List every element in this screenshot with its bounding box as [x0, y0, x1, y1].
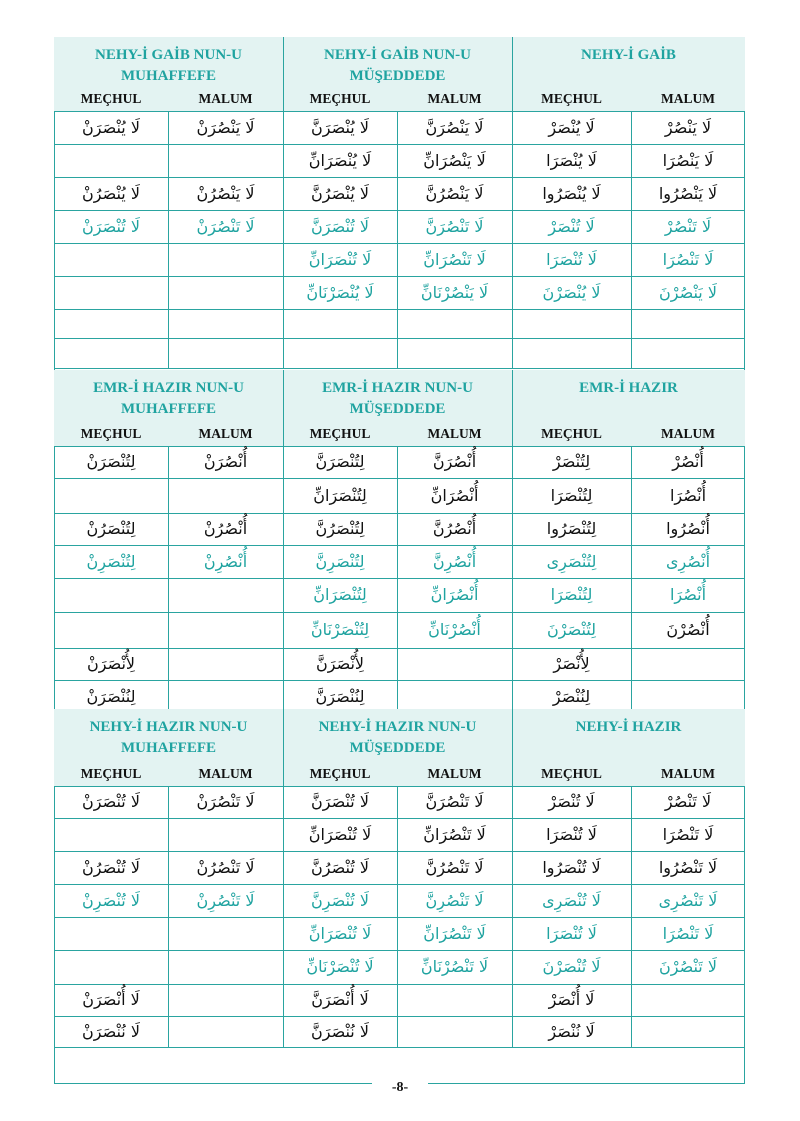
conjugation-cell: لَا تَنْصُرَنْ — [196, 216, 255, 236]
mechul-label: MEÇHUL — [80, 766, 142, 781]
group-title-line: NEHY-İ HAZIR NUN-U — [318, 719, 477, 735]
conjugation-cell: لَا تُنْصَرَانِّ — [308, 824, 372, 844]
conjugation-cell: أُنْصُرَنَّ — [432, 452, 477, 471]
group-title-line: MUHAFFEFE — [121, 68, 216, 84]
conjugation-cell: لَا يُنْصَرَانِّ — [308, 150, 372, 170]
conjugation-cell: لَا يَنْصُرُوا — [658, 183, 718, 203]
conjugation-cell: لَا تَنْصُرِى — [658, 890, 718, 910]
conjugation-cell: لَا يَنْصُرْنَ — [659, 282, 717, 302]
conjugation-cell: أُنْصُرِى — [665, 551, 711, 571]
conjugation-cell: لِنُنْصَرَنَّ — [315, 686, 365, 706]
conjugation-cell: لَا تَنْصُرَانِّ — [423, 923, 486, 943]
conjugation-cell: لَا يَنْصُرْنَانِّ — [420, 282, 489, 302]
conjugation-cell: لَا تُنْصَرَنَّ — [311, 792, 369, 811]
conjugation-cell: لِتُنْصَرُنْ — [86, 519, 136, 538]
malum-label: MALUM — [198, 91, 253, 106]
conjugation-cell: أُنْصُرْنَ — [666, 620, 710, 639]
conjugation-cell: لَا تُنْصَرَا — [546, 824, 597, 844]
conjugation-cell: لِتُنْصَرَانِّ — [313, 485, 367, 505]
conjugation-cell: لِتُنْصَرِنَّ — [315, 551, 365, 571]
group-divider — [512, 709, 513, 1047]
mechul-label: MEÇHUL — [541, 91, 602, 106]
conjugation-cell: لِنُنْصَرَنْ — [86, 686, 136, 706]
conjugation-cell: لَا تَنْصُرْ — [664, 792, 712, 811]
conjugation-cell: لِتُنْصَرَانِّ — [313, 585, 367, 604]
malum-label: MALUM — [198, 426, 253, 441]
conjugation-cell: لَا يُنْصَرَنْ — [82, 117, 140, 137]
conjugation-cell: أُنْصُرَا — [669, 485, 707, 505]
malum-label: MALUM — [198, 766, 253, 781]
conjugation-cell — [168, 579, 283, 611]
conjugation-cell: لَا يُنْصَرَنَّ — [311, 117, 369, 137]
conjugation-cell: لَا تُنْصَرِى — [542, 890, 601, 910]
conjugation-cell — [168, 681, 283, 713]
malum-label: MALUM — [427, 766, 482, 781]
conjugation-cell: لَا تُنْصَرَا — [546, 249, 597, 269]
group-title — [512, 45, 745, 66]
conjugation-cell — [397, 337, 512, 369]
conjugation-cell — [631, 1016, 745, 1048]
conjugation-cell: لَا تَنْصُرُوا — [658, 857, 718, 877]
conjugation-cell: لَا تُنْصَرُنْ — [82, 857, 140, 877]
conjugation-cell: أُنْصُرِنْ — [203, 551, 248, 571]
conjugation-cell — [283, 308, 397, 340]
group-title-line: MÜŞEDDEDE — [349, 401, 446, 417]
conjugation-cell: أُنْصُرِنَّ — [432, 551, 477, 571]
conjugation-cell: لَا تَنْصُرَنَّ — [425, 792, 484, 811]
group-divider — [512, 370, 513, 713]
group-title-line: MÜŞEDDEDE — [349, 740, 446, 756]
conjugation-cell — [512, 308, 631, 340]
malum-label: MALUM — [427, 91, 482, 106]
conjugation-cell: لِنُنْصَرْ — [552, 686, 591, 706]
group-title — [512, 717, 745, 738]
conjugation-cell: لَا يُنْصَرَا — [546, 150, 597, 170]
conjugation-cell: لَا تُنْصَرُوا — [542, 857, 601, 877]
conjugation-cell: لَا تُنْصَرْنَ — [542, 957, 601, 976]
conjugation-cell: لَا تَنْصُرَنْ — [196, 792, 255, 811]
conjugation-cell — [168, 918, 283, 950]
conjugation-cell: لَا تُنْصَرِنَّ — [311, 890, 369, 910]
conjugation-cell: لِتُنْصَرَنَّ — [315, 452, 365, 471]
conjugation-cell: لَا يَنْصُرَنَّ — [425, 117, 484, 137]
conjugation-cell: أُنْصُرَا — [669, 585, 707, 604]
conjugation-cell: لَا تَنْصُرُنَّ — [425, 857, 484, 877]
conjugation-cell: أُنْصُرْنَانِّ — [428, 620, 481, 639]
conjugation-cell: لَا تُنْصَرَانِّ — [308, 923, 372, 943]
conjugation-cell — [397, 308, 512, 340]
malum-label: MALUM — [661, 766, 715, 781]
conjugation-cell: لَا يَنْصُرُنْ — [196, 183, 255, 203]
conjugation-cell: لَا يُنْصَرُوا — [542, 183, 601, 203]
conjugation-cell — [168, 244, 283, 276]
conjugation-cell: لَا تُنْصَرَنْ — [82, 216, 140, 236]
conjugation-cell: لَا تُنْصَرُنَّ — [311, 857, 369, 877]
conjugation-cell — [54, 819, 168, 851]
mechul-label: MEÇHUL — [309, 426, 371, 441]
group-divider — [283, 37, 284, 368]
conjugation-cell — [168, 984, 283, 1016]
conjugation-cell: لَا أُنْصَرَنَّ — [311, 990, 369, 1009]
group-title — [54, 378, 283, 420]
row-divider — [54, 368, 745, 369]
conjugation-cell: لِتُنْصَرْنَ — [547, 620, 596, 639]
conjugation-cell — [168, 1016, 283, 1048]
column-divider — [168, 786, 169, 1047]
conjugation-cell — [283, 337, 397, 369]
conjugation-cell: لِأُنْصَرَنْ — [86, 654, 136, 673]
conjugation-cell: لَا تَنْصُرِنْ — [196, 890, 255, 910]
conjugation-cell: لَا تَنْصُرْنَانِّ — [420, 957, 489, 976]
row-divider — [54, 612, 745, 613]
mechul-label: MEÇHUL — [309, 91, 371, 106]
group-title-line: EMR-İ HAZIR — [579, 380, 678, 396]
conjugation-cell: لِتُنْصَرَا — [550, 585, 593, 604]
malum-label: MALUM — [661, 426, 715, 441]
group-title-line: NEHY-İ GAİB NUN-U — [324, 47, 471, 63]
column-divider — [631, 111, 632, 368]
mechul-label: MEÇHUL — [80, 91, 142, 106]
mechul-label: MEÇHUL — [80, 426, 142, 441]
conjugation-cell: لَا أُنْصَرْ — [548, 990, 595, 1009]
conjugation-cell: لَا تُنْصَرْنَانِّ — [306, 957, 374, 976]
conjugation-cell: أُنْصُرُوا — [666, 519, 710, 538]
conjugation-cell — [168, 277, 283, 309]
conjugation-cell: لَا نُنْصَرَنْ — [82, 1021, 140, 1041]
group-divider — [283, 370, 284, 713]
group-title — [283, 45, 512, 87]
conjugation-cell — [54, 244, 168, 276]
column-divider — [631, 446, 632, 713]
conjugation-cell: لَا تُنْصَرْ — [548, 216, 595, 236]
group-title-line: EMR-İ HAZIR NUN-U — [93, 380, 244, 396]
group-title-line: NEHY-İ HAZIR — [575, 719, 682, 735]
conjugation-cell: لَا تَنْصُرَا — [662, 249, 714, 269]
page-number: -8- — [372, 1078, 428, 1098]
conjugation-cell: لَا تَنْصُرَنَّ — [425, 216, 484, 236]
conjugation-cell: لَا يَنْصُرَانِّ — [423, 150, 486, 170]
conjugation-cell: لِتُنْصَرَنْ — [86, 452, 136, 471]
conjugation-cell: لَا يَنْصُرُنَّ — [425, 183, 484, 203]
malum-label: MALUM — [661, 91, 715, 106]
group-title — [54, 717, 283, 759]
conjugation-cell: أُنْصُرَانِّ — [430, 585, 479, 604]
conjugation-cell: لَا يُنْصَرُنَّ — [311, 183, 369, 203]
mechul-label: MEÇHUL — [541, 426, 602, 441]
mechul-label: MEÇHUL — [309, 766, 371, 781]
conjugation-cell — [168, 480, 283, 512]
conjugation-cell: لَا تَنْصُرَا — [662, 923, 714, 943]
column-divider — [168, 446, 169, 713]
conjugation-cell: أُنْصُرَانِّ — [430, 485, 479, 505]
conjugation-cell: لَا تُنْصَرِنْ — [82, 890, 140, 910]
conjugation-cell — [168, 819, 283, 851]
group-title-line: NEHY-İ GAİB NUN-U — [95, 47, 242, 63]
conjugation-cell — [168, 337, 283, 369]
column-divider — [397, 111, 398, 368]
group-divider — [283, 709, 284, 1047]
conjugation-cell: لَا يُنْصَرْنَانِّ — [306, 282, 374, 302]
conjugation-cell — [397, 984, 512, 1016]
conjugation-cell: لِأُنْصَرْ — [553, 654, 590, 673]
group-title — [283, 378, 512, 420]
conjugation-cell: لِأُنْصَرَنَّ — [315, 654, 365, 673]
conjugation-cell — [168, 951, 283, 983]
conjugation-cell: أُنْصُرُنَّ — [432, 519, 477, 538]
conjugation-cell — [54, 337, 168, 369]
conjugation-cell — [397, 681, 512, 713]
conjugation-cell: لِتُنْصَرَا — [550, 485, 593, 505]
group-divider — [512, 37, 513, 368]
conjugation-cell: لِتُنْصَرِى — [546, 551, 597, 571]
conjugation-cell — [54, 951, 168, 983]
group-title-line: NEHY-İ GAİB — [581, 47, 676, 63]
conjugation-cell: لَا نُنْصَرْ — [548, 1021, 595, 1041]
conjugation-cell — [54, 145, 168, 177]
column-divider — [397, 786, 398, 1047]
row-divider — [54, 1047, 745, 1048]
column-divider — [168, 111, 169, 368]
group-title-line: MUHAFFEFE — [121, 740, 216, 756]
conjugation-cell: لَا تَنْصُرَا — [662, 824, 714, 844]
conjugation-cell: لَا تُنْصَرَنَّ — [311, 216, 369, 236]
conjugation-cell: لَا يَنْصُرْ — [664, 117, 712, 137]
conjugation-cell: أُنْصُرْ — [672, 452, 704, 471]
conjugation-cell: لَا تُنْصَرَانِّ — [308, 249, 372, 269]
conjugation-cell — [54, 277, 168, 309]
conjugation-cell — [168, 614, 283, 646]
conjugation-cell: لِتُنْصَرُنَّ — [315, 519, 365, 538]
conjugation-cell: لِتُنْصَرِنْ — [86, 551, 136, 571]
conjugation-cell: لَا أُنْصَرَنْ — [82, 990, 140, 1009]
mechul-label: MEÇHUL — [541, 766, 602, 781]
group-title — [54, 45, 283, 87]
conjugation-cell: لَا تُنْصَرَنْ — [82, 792, 140, 811]
conjugation-cell: لَا تُنْصَرْ — [548, 792, 595, 811]
conjugation-cell — [397, 648, 512, 680]
conjugation-cell — [512, 337, 631, 369]
malum-label: MALUM — [427, 426, 482, 441]
conjugation-cell: لَا يُنْصَرْنَ — [542, 282, 601, 302]
conjugation-cell: لَا تُنْصَرَا — [546, 923, 597, 943]
group-title-line: MUHAFFEFE — [121, 401, 216, 417]
conjugation-cell — [631, 648, 745, 680]
conjugation-cell: لَا تَنْصُرِنَّ — [425, 890, 484, 910]
group-title — [512, 378, 745, 399]
conjugation-cell: لَا يَنْصُرَنْ — [196, 117, 255, 137]
group-title-line: EMR-İ HAZIR NUN-U — [322, 380, 473, 396]
column-divider — [631, 786, 632, 1047]
group-title-line: MÜŞEDDEDE — [349, 68, 446, 84]
conjugation-cell: لَا تَنْصُرْ — [664, 216, 712, 236]
conjugation-cell — [168, 308, 283, 340]
conjugation-cell: لَا يَنْصُرَا — [662, 150, 714, 170]
conjugation-cell: أُنْصُرُنْ — [203, 519, 248, 538]
conjugation-cell — [631, 681, 745, 713]
conjugation-cell: لَا تَنْصُرُنْ — [196, 857, 255, 877]
conjugation-cell: لَا تَنْصُرْنَ — [659, 957, 717, 976]
conjugation-cell: لَا يُنْصَرْ — [548, 117, 595, 137]
conjugation-cell: لَا تَنْصُرَانِّ — [423, 249, 486, 269]
conjugation-cell: لَا يُنْصَرُنْ — [82, 183, 140, 203]
conjugation-cell — [54, 614, 168, 646]
conjugation-cell — [631, 337, 745, 369]
conjugation-cell — [168, 648, 283, 680]
conjugation-cell: لِتُنْصَرُوا — [546, 519, 597, 538]
conjugation-cell: لِتُنْصَرْنَانِّ — [310, 620, 370, 639]
conjugation-cell — [168, 145, 283, 177]
conjugation-cell — [54, 308, 168, 340]
conjugation-cell — [54, 579, 168, 611]
conjugation-cell — [397, 1016, 512, 1048]
conjugation-cell: أُنْصُرَنْ — [203, 452, 248, 471]
conjugation-cell: لَا نُنْصَرَنَّ — [311, 1021, 369, 1041]
conjugation-cell — [631, 984, 745, 1016]
conjugation-cell — [54, 480, 168, 512]
conjugation-cell: لِتُنْصَرْ — [552, 452, 591, 471]
conjugation-cell: لَا تَنْصُرَانِّ — [423, 824, 486, 844]
conjugation-cell — [54, 918, 168, 950]
group-title — [283, 717, 512, 759]
column-divider — [397, 446, 398, 713]
conjugation-cell — [631, 308, 745, 340]
group-title-line: NEHY-İ HAZIR NUN-U — [89, 719, 248, 735]
